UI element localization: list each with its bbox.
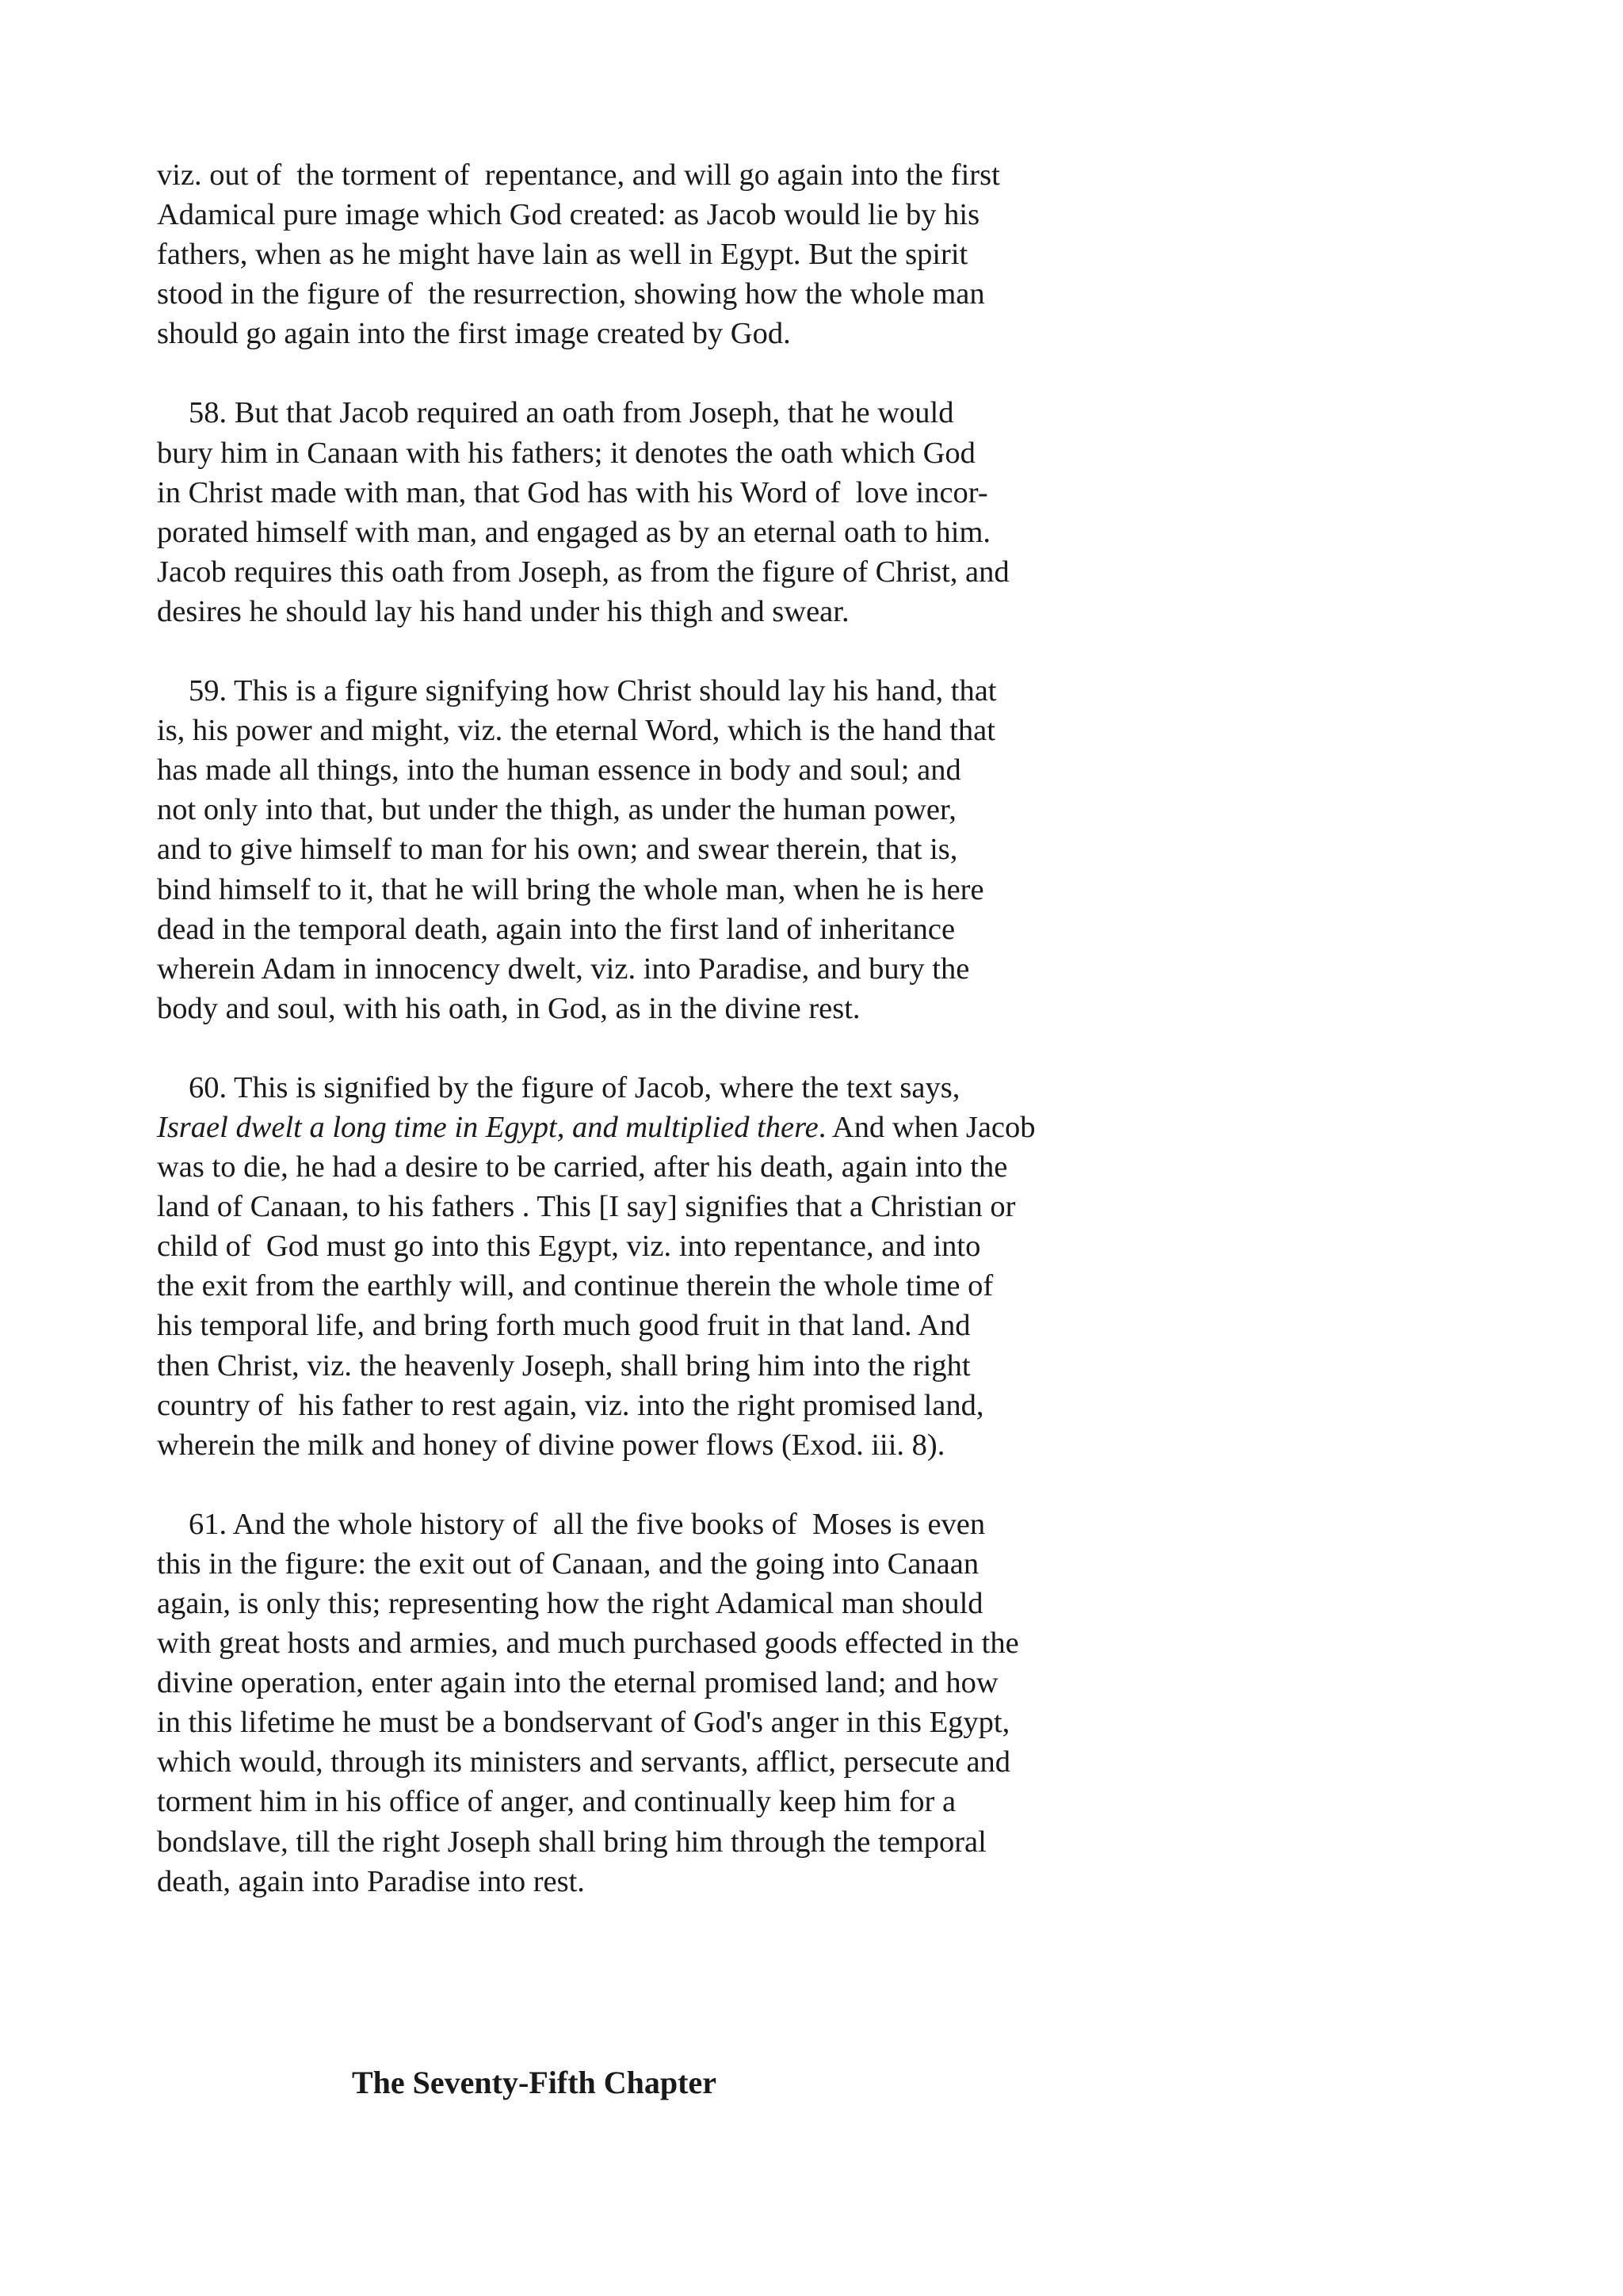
- text-line: in Christ made with man, that God has with his Word of love incor-: [157, 475, 988, 509]
- text-line: wherein the milk and honey of divine power flows (Exod. iii. 8).: [157, 1428, 945, 1462]
- paragraph-59: [157, 671, 1203, 1028]
- body-text: [157, 155, 1203, 1941]
- text-line: torment him in his office of anger, and continually keep him for a: [157, 1785, 957, 1819]
- text-line: then Christ, viz. the heavenly Joseph, shall bring him into the right: [157, 1348, 971, 1383]
- text-line: bury him in Canaan with his fathers; it denotes the oath which God: [157, 436, 976, 470]
- paragraph-61: [157, 1505, 1203, 1901]
- text-line: Adamical pure image which God created: as Jacob would lie by his: [157, 198, 980, 232]
- text-line: bind himself to it, that he will bring the whole man, when he is here: [157, 872, 984, 906]
- text-line: wherein Adam in innocency dwelt, viz. into Paradise, and bury the: [157, 952, 970, 986]
- text-line: and to give himself to man for his own; and swear therein, that is,: [157, 833, 958, 867]
- text-line: porated himself with man, and engaged as by an eternal oath to him.: [157, 515, 991, 549]
- text-line: with great hosts and armies, and much purchased goods effected in the: [157, 1627, 1019, 1661]
- text-line: country of his father to rest again, viz. into the right promised land,: [157, 1388, 984, 1422]
- paragraph-continuation: [157, 155, 1203, 353]
- text-line: again, is only this; representing how the right Adamical man should: [157, 1587, 983, 1620]
- text-line: has made all things, into the human essence in body and soul; and: [157, 753, 961, 788]
- text-line: 60. This is signified by the figure of Jacob, where the text says,: [189, 1070, 960, 1104]
- text-line: bondslave, till the right Joseph shall bring him through the temporal: [157, 1825, 987, 1859]
- chapter-heading: The Seventy-Fifth Chapter: [352, 2065, 716, 2100]
- text-fragment: . And when Jacob: [818, 1110, 1036, 1144]
- text-line: 59. This is a figure signifying how Christ should lay his hand, that: [189, 674, 997, 708]
- paragraph-58: [157, 393, 1203, 631]
- text-line: dead in the temporal death, again into the first land of inheritance: [157, 912, 956, 946]
- text-line: is, his power and might, viz. the eternal Word, which is the hand that: [157, 714, 995, 748]
- text-line: in this lifetime he must be a bondservant of God's anger in this Egypt,: [157, 1706, 1010, 1740]
- text-line: which would, through its ministers and servants, afflict, persecute and: [157, 1745, 1011, 1779]
- text-line: should go again into the first image created by God.: [157, 317, 791, 351]
- text-line: this in the figure: the exit out of Canaan, and the going into Canaan: [157, 1547, 980, 1581]
- text-line: death, again into Paradise into rest.: [157, 1864, 585, 1898]
- text-line: body and soul, with his oath, in God, as in the divine rest.: [157, 991, 861, 1025]
- paragraph-60: [157, 1068, 1203, 1465]
- text-line: child of God must go into this Egypt, viz. into repentance, and into: [157, 1230, 981, 1264]
- text-line: viz. out of the torment of repentance, and will go again into the first: [157, 158, 1000, 192]
- text-line: 58. But that Jacob required an oath from Joseph, that he would: [189, 396, 954, 430]
- text-line: the exit from the earthly will, and continue therein the whole time of: [157, 1269, 994, 1303]
- italic-quote: Israel dwelt a long time in Egypt, and multiplied there: [157, 1110, 819, 1144]
- text-line: land of Canaan, to his fathers . This [I say] signifies that a Christian or: [157, 1190, 1016, 1224]
- text-line: stood in the figure of the resurrection, showing how the whole man: [157, 277, 985, 311]
- text-line-with-italic: [157, 1108, 1203, 1147]
- text-line: divine operation, enter again into the eternal promised land; and how: [157, 1666, 999, 1700]
- text-line: 61. And the whole history of all the five books of Moses is even: [189, 1507, 986, 1541]
- text-line: not only into that, but under the thigh, as under the human power,: [157, 793, 957, 827]
- text-line: desires he should lay his hand under his thigh and swear.: [157, 594, 850, 628]
- text-line: his temporal life, and bring forth much good fruit in that land. And: [157, 1309, 971, 1343]
- text-line: fathers, when as he might have lain as well in Egypt. But the spirit: [157, 238, 968, 272]
- text-line: was to die, he had a desire to be carried, after his death, again into the: [157, 1150, 1008, 1184]
- text-line: Jacob requires this oath from Joseph, as from the figure of Christ, and: [157, 555, 1010, 589]
